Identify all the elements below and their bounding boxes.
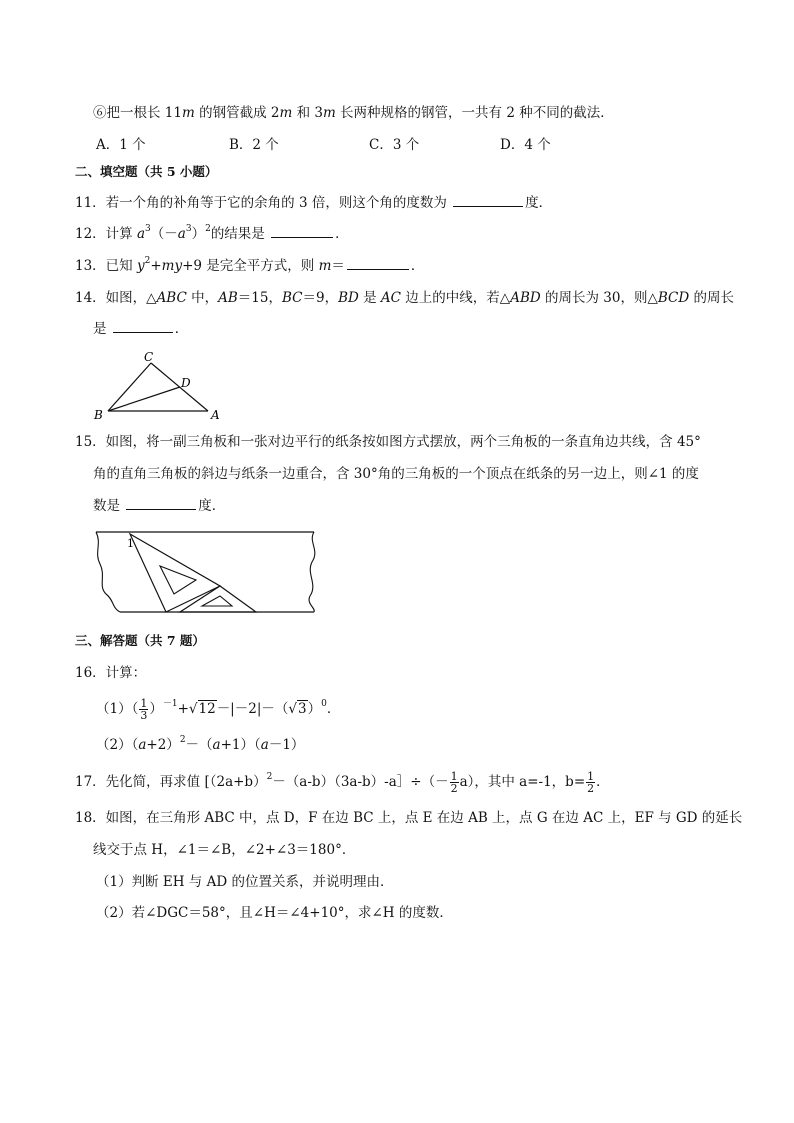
fraction-one-half	[586, 771, 595, 794]
plus-sign: +	[177, 701, 189, 717]
triangle-30	[180, 586, 256, 612]
exponent: 0	[321, 699, 327, 709]
q13-end: ．	[410, 258, 425, 274]
q12-mid: （－	[150, 226, 178, 242]
torn-right-edge	[309, 532, 315, 612]
q18-part1: （1）判断 EH 与 AD 的位置关系，并说明理由．	[96, 874, 394, 890]
exponent: 3	[145, 224, 151, 234]
q10-text-c: 和 3	[292, 105, 323, 121]
q17-mid: －（a-b）（3a-b）-a］÷（－	[272, 774, 449, 790]
q14-text: 是	[93, 321, 107, 337]
q12-text: 12．计算	[75, 226, 137, 242]
exponent: －1	[162, 699, 178, 709]
var-a: a	[260, 737, 269, 753]
var-my: my	[161, 258, 183, 274]
fraction-one-third	[139, 698, 148, 721]
choice-a: A．1 个	[96, 137, 146, 153]
q15-line1: 15．如图，将一副三角板和一张对边平行的纸条按如图方式摆放，两个三角板的一条直角边共线，含 45°	[75, 434, 701, 450]
answer-blank	[271, 225, 333, 238]
var-ac: AC	[380, 290, 402, 306]
q17	[75, 770, 610, 794]
var-m: m	[318, 258, 332, 274]
triangle-45	[130, 534, 220, 612]
choice-b: B．2 个	[229, 137, 279, 153]
q13-eq: ＝	[331, 258, 345, 274]
sqrt-icon: √	[188, 701, 198, 717]
var-m: m	[181, 105, 195, 121]
q15-line3	[93, 497, 225, 515]
var-a: a	[138, 737, 147, 753]
q16-p1-text: （1）（	[96, 701, 139, 717]
q16-p2-c: －1）	[268, 737, 305, 753]
q16-p2-text: （2）（	[96, 737, 139, 753]
q17-text: 17．先化简，再求值 [（2a+b）	[75, 774, 267, 790]
var-abc: ABC	[156, 290, 187, 306]
q16-p1-end: ．	[326, 701, 341, 717]
var-a: a	[212, 737, 221, 753]
q14-text: ＝9，	[302, 290, 339, 306]
q14-text: 的周长	[689, 290, 734, 306]
q16-p2-a: +2）	[146, 737, 180, 753]
q15-end: 度．	[198, 498, 226, 514]
var-m: m	[322, 105, 336, 121]
q13-text: 13．已知	[75, 258, 137, 274]
q16-p1-mid: －|－2|－（	[216, 701, 289, 717]
q10-text-b: 的钢管截成 2	[194, 105, 280, 121]
q16-p1-close: ）	[307, 701, 322, 717]
q15-text: 数是	[93, 498, 120, 514]
answer-blank	[126, 497, 196, 510]
sqrt-argument: 12	[198, 701, 216, 717]
label-c: C	[144, 350, 154, 364]
var-a: a	[136, 226, 146, 242]
label-d: D	[181, 376, 191, 390]
q17-mid2: a），其中 a=-1，b=	[459, 774, 586, 790]
var-bc: BC	[281, 290, 303, 306]
fraction-numerator: 1	[140, 697, 148, 710]
q11-text: 11．若一个角的补角等于它的余角的 3 倍，则这个角的度数为	[75, 195, 447, 211]
choice-d: D．4 个	[500, 137, 551, 153]
q14-text: 是	[358, 290, 381, 306]
q14-text: ＝15，	[237, 290, 282, 306]
var-y: y	[136, 258, 145, 274]
var-m: m	[279, 105, 293, 121]
q12-end: ．	[335, 226, 349, 242]
q11-post: 度．	[525, 195, 553, 211]
fraction-numerator: 1	[450, 770, 458, 783]
q10-text-a: 把一根长 11	[106, 105, 182, 121]
var-ab: AB	[218, 290, 238, 306]
fraction-numerator: 1	[587, 770, 595, 783]
section-title-answers: 三、解答题（共 7 题）	[75, 633, 205, 648]
exponent: 2	[179, 735, 186, 745]
q14-text: 的周长为 30，则△	[540, 290, 658, 306]
var-bd: BD	[338, 290, 359, 306]
q12	[75, 225, 349, 243]
answer-blank	[347, 257, 409, 270]
q16-part1: （1）（ $\frac{1}{3}$ ）$^{-1}+√12-|-2|-(√3)^0$．	[96, 697, 341, 722]
answer-blank	[113, 320, 173, 333]
label-b: B	[94, 408, 103, 422]
q14-text: 14．如图，△	[75, 290, 157, 306]
q10-item6	[93, 104, 614, 122]
q18-line2: 线交于点 H，∠1＝∠B，∠2+∠3＝180°．	[93, 842, 356, 858]
sqrt-argument: 3	[297, 701, 307, 717]
q14-text: 边上的中线，若△	[401, 290, 511, 306]
triangle-45-inner	[160, 566, 196, 594]
sqrt-icon: √	[288, 701, 297, 717]
q16-p2-mid: －（	[185, 737, 213, 753]
q13	[75, 257, 424, 275]
exponent: 3	[185, 224, 192, 234]
q17-end: ．	[596, 774, 610, 790]
answer-blank	[453, 194, 523, 207]
q16-p2-b: +1）（	[220, 737, 261, 753]
label-a: A	[211, 408, 220, 422]
section-title-fill-blank: 二、填空题（共 5 小题）	[75, 164, 218, 179]
q18-part2: （2）若∠DGC＝58°，且∠H＝∠4+10°，求∠H 的度数．	[96, 905, 453, 921]
q13-plus: +	[150, 258, 162, 274]
q16-part2	[96, 736, 304, 754]
q13-mid: +9 是完全平方式，则	[182, 258, 319, 274]
fraction-one-half	[450, 771, 459, 794]
exponent: 2	[144, 256, 151, 266]
q14-end: ．	[174, 321, 189, 337]
q14-text: 中，	[186, 290, 219, 306]
q14-line1	[75, 289, 734, 307]
exponent: 2	[266, 772, 273, 782]
choice-c: C．3 个	[369, 137, 420, 153]
q18-line1: 18．如图，在三角形 ABC 中，点 D，F 在边 BC 上，点 E 在边 AB 上，点 G 在边 AC 上，EF 与 GD 的延长	[75, 810, 743, 826]
q12-post: 的结果是	[210, 226, 265, 242]
q14-line2	[93, 320, 188, 338]
fraction-denominator: 3	[140, 709, 148, 722]
q16-title: 16．计算：	[75, 665, 147, 681]
var-abd: ABD	[510, 290, 541, 306]
triangle-figure	[90, 348, 230, 423]
fraction-denominator: 2	[587, 782, 595, 795]
var-a: a	[177, 226, 186, 242]
q12-close: ）	[191, 226, 206, 242]
q10-text-d: 长两种规格的钢管，一共有 2 种不同的截法．	[335, 105, 614, 121]
angle-1-label: 1	[127, 537, 134, 550]
triangle-30-inner	[202, 596, 232, 606]
exponent: 2	[205, 224, 211, 234]
paper-strip-figure	[92, 528, 322, 618]
torn-left-edge	[96, 532, 120, 612]
var-bcd: BCD	[657, 290, 690, 306]
q11	[75, 194, 552, 212]
q15-line2: 角的直角三角板的斜边与纸条一边重合，含 30°角的三角板的一个顶点在纸条的另一边上，则∠1 的度	[93, 466, 699, 482]
circled-six-marker: ⑥	[93, 105, 107, 121]
fraction-denominator: 2	[450, 782, 458, 795]
